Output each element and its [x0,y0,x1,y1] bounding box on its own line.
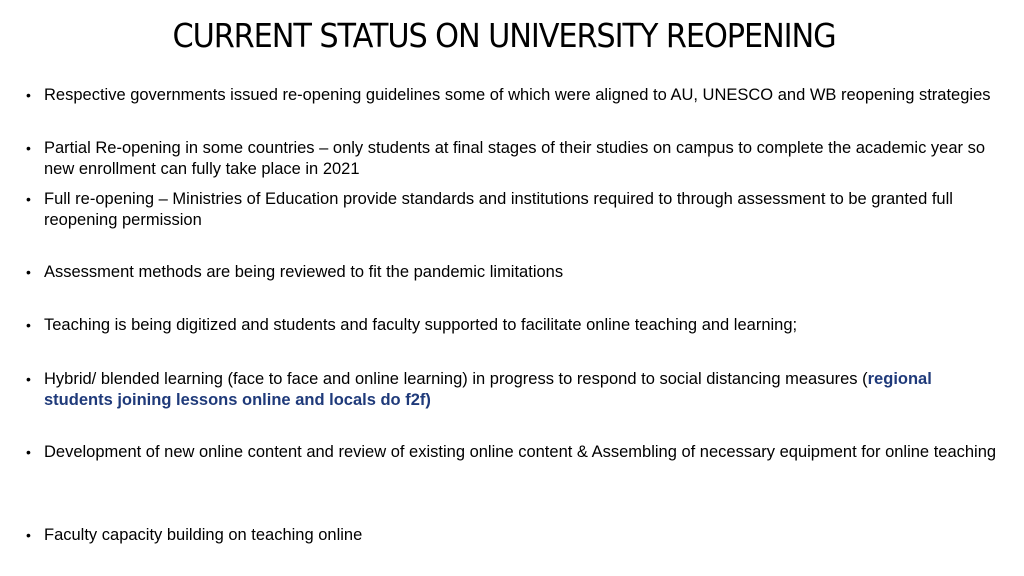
bullet-highlight-text: regional students joining lessons online and locals do f2f) [44,370,932,409]
bullet-text: Development of new online content and review of existing online content & Assembling of necessary equipment for online teaching [44,443,997,461]
bullet-text-wrapper [44,369,998,411]
bullet-text: Assessment methods are being reviewed to fit the pandemic limitations [44,263,564,281]
bullet-dot-icon: • [26,140,31,156]
bullet-dot-icon: • [26,371,31,387]
bullet-dot-icon: • [26,87,31,103]
bullet-dot-icon: • [26,444,31,460]
bullet-item [26,525,998,546]
bullet-dot-icon: • [26,191,31,207]
bullet-dot-icon: • [26,527,31,543]
bullet-item [26,85,998,106]
bullet-text: Faculty capacity building on teaching online [44,526,363,544]
bullet-text: Hybrid/ blended learning (face to face and online learning) in progress to respond to social distancing measures ( [44,370,868,388]
bullet-dot-icon: • [26,264,31,280]
bullet-text: Partial Re-opening in some countries – only students at final stages of their studies on campus to complete the academic year so new enrollment can fully take place in 2021 [44,139,986,178]
bullet-item [26,369,998,411]
bullet-text: Respective governments issued re-opening guidelines some of which were aligned to AU, UNESCO and WB reopening strategies [44,86,991,104]
bullet-dot-icon: • [26,317,31,333]
bullet-item [26,442,998,463]
bullet-text: Full re-opening – Ministries of Education provide standards and institutions required to through assessment to be granted full reopening permission [44,190,953,229]
bullet-item [26,262,998,283]
bullet-text: Teaching is being digitized and students and faculty supported to facilitate online teaching and learning; [44,316,798,334]
bullet-item [26,189,998,231]
bullet-item [26,138,998,180]
bullet-item [26,315,998,336]
slide-title: CURRENT STATUS ON UNIVERSITY REOPENING [172,16,836,55]
